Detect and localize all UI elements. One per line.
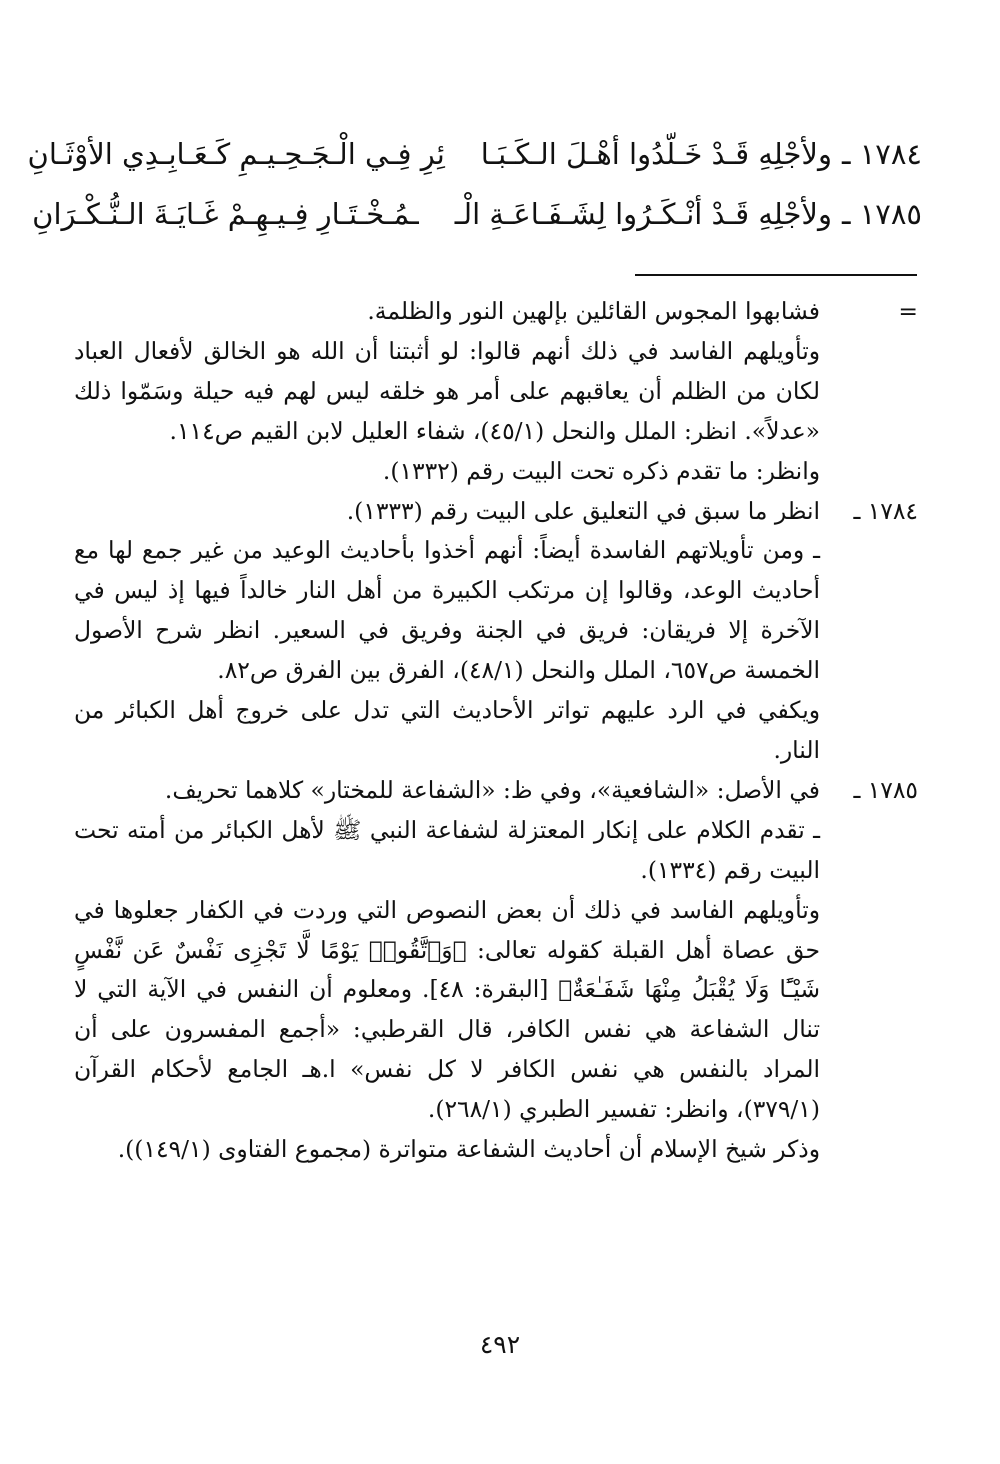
footnote-paragraph: وتأويلهم الفاسد في ذلك أن بعض النصوص التي وردت في الكفار جعلوها في حق عصاة أهل القبلة كقوله تعالى: ﴿وَٱتَّقُوا۟ يَوْمًا لَّا تَجْزِى نَفْسٌ عَن نَّفْسٍ شَيْـًٔا وَلَا يُقْبَلُ مِنْهَا شَفَـٰعَةٌ﴾ [البقرة: ٤٨]. ومعلوم أن النفس في الآية التي لا تنال الشفاعة هي نفس الكافر، قال القرطبي: «أجمع المفسرون على أن المراد بالنفس هي نفس الكافر لا كل نفس» ا.هـ الجامع لأحكام القرآن (٣٧٩/١)، وانظر: تفسير الطبري (٢٦٨/١). [74, 895, 820, 1124]
footnote-paragraph: في الأصل: «الشافعية»، وفي ظ: «الشفاعة للمختار» كلاهما تحريف. [164, 775, 820, 804]
footnotes [74, 292, 918, 1170]
footnote-paragraph: ـ تقدم الكلام على إنكار المعتزلة لشفاعة النبي ﷺ لأهل الكبائر من أمته تحت البيت رقم (١٣٣٤). [74, 815, 821, 884]
footnote-marker: = [898, 297, 918, 325]
footnote-paragraph: وذكر شيخ الإسلام أن أحاديث الشفاعة متواترة (مجموع الفتاوى (١٤٩/١)). [117, 1135, 820, 1164]
footnote-1784 [74, 492, 918, 771]
footnote-paragraph: وانظر: ما تقدم ذكره تحت البيت رقم (١٣٣٢). [382, 456, 820, 485]
footnote-paragraph: وتأويلهم الفاسد في ذلك أنهم قالوا: لو أثبتنا أن الله هو الخالق لأفعال العباد لكان من الظلم أن يعاقبهم على أمر هو خلقه ليس لهم فيه حيلة وسَمّوا ذلك «عدلاً». انظر: الملل والنحل (٤٥/١)، شفاء العليل لابن القيم ص١١٤. [74, 336, 820, 445]
footnote-divider [635, 274, 917, 276]
verse-1784 [27, 132, 922, 176]
footnote-marker: ١٧٨٥ ـ [853, 775, 918, 804]
footnote-paragraph: فشابهوا المجوس القائلين بإلهين النور والظلمة. [367, 297, 820, 325]
verse-first-hemistich: ولأجْلِهِ قَـدْ خَـلّدُوا أهْـلَ الـكَـبَـا [480, 137, 832, 171]
verse-number: ١٧٨٤ ـ [841, 137, 922, 171]
verse-number: ١٧٨٥ ـ [841, 197, 922, 231]
footnote-paragraph: انظر ما سبق في التعليق على البيت رقم (١٣٣٣). [346, 496, 820, 525]
verse-second-hemistich: ـمُـخْـتَـارِ فِـيـهِـمْ غَـايَـةَ الـنُّـكْـرَانِ [32, 197, 419, 231]
footnote-1785 [74, 771, 918, 1170]
footnote-continued [74, 292, 918, 492]
verse-second-hemistich: ئِرِ فِـي الْـجَـحِـيـمِ كَـعَـابِـدِي الأوْثَـانِ [27, 137, 445, 171]
page-number: ٤٩٢ [479, 1330, 521, 1359]
footnote-paragraph: ويكفي في الرد عليهم تواتر الأحاديث التي تدل على خروج أهل الكبائر من النار. [74, 696, 820, 764]
footnote-marker: ١٧٨٤ ـ [853, 496, 918, 525]
verse-first-hemistich: ولأجْلِهِ قَـدْ أنْـكَـرُوا لِشَـفَـاعَـةِ الْـ [454, 197, 832, 231]
footnote-paragraph: ـ ومن تأويلاتهم الفاسدة أيضاً: أنهم أخذوا بأحاديث الوعيد من غير جمع لها مع أحاديث الوعد، وقالوا إن مرتكب الكبيرة من أهل النار خالداً فيها إذ ليس في الآخرة إلا فريقان: فريق في الجنة وفريق في السعير. انظر شرح الأصول الخمسة ص٦٥٧، الملل والنحل (٤٨/١)، الفرق بين الفرق ص٨٢. [74, 536, 820, 685]
verse-1785 [32, 192, 922, 236]
